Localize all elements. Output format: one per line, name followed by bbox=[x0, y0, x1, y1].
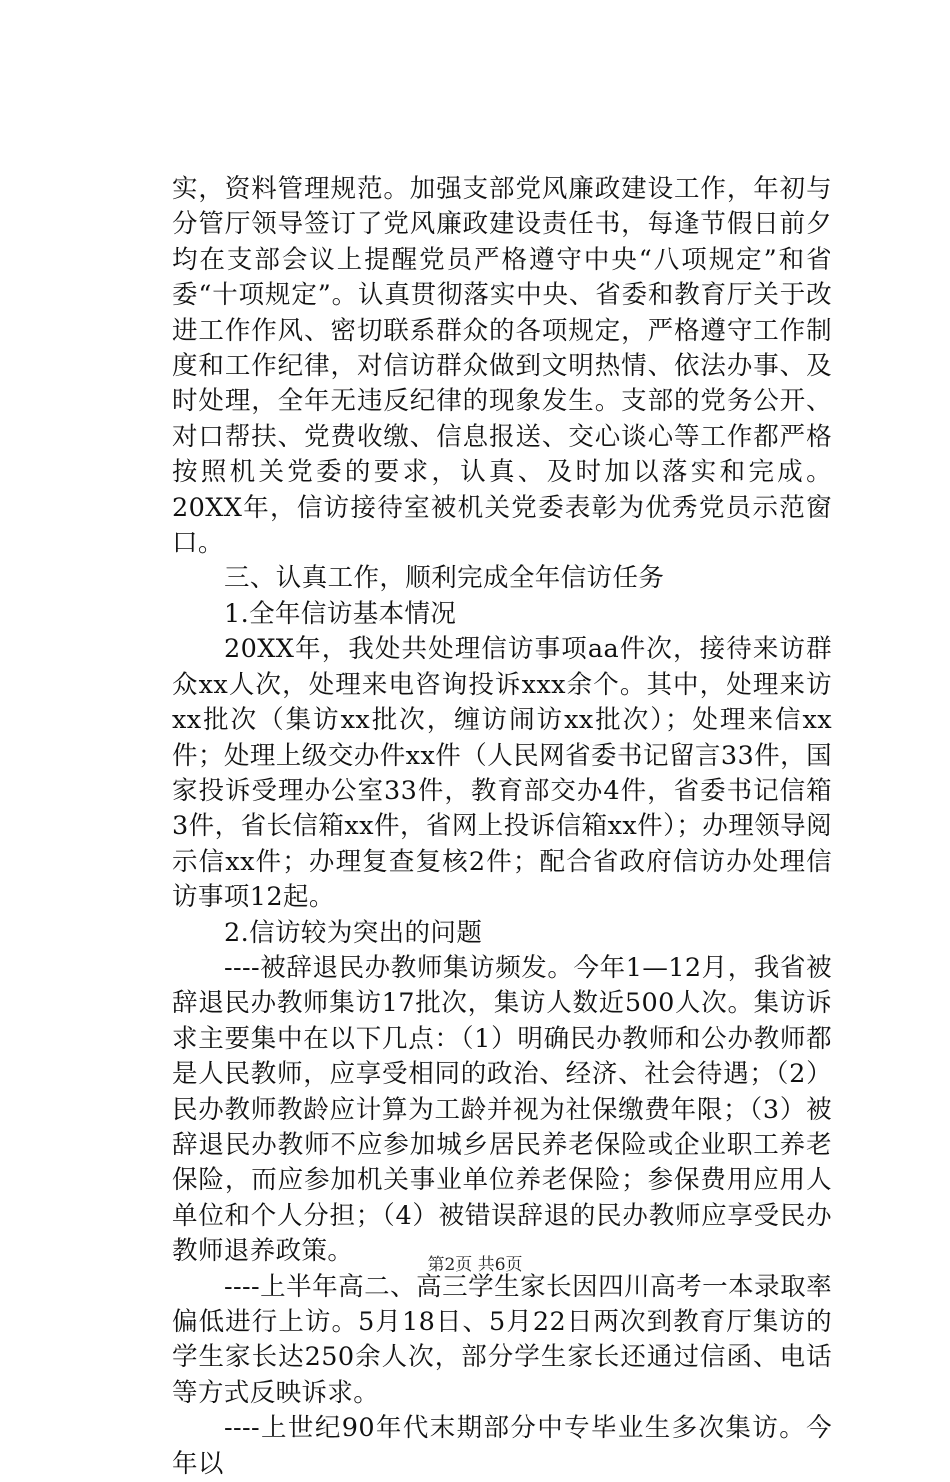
paragraph-teachers-petition: ----被辞退民办教师集访频发。今年1—12月，我省被辞退民办教师集访17批次，集访人数近500人次。集访诉求主要集中在以下几点：（1）明确民办教师和公办教师都是人民教师，应享受相同的政治、经济、社会待遇；（2）民办教师教龄应计算为工龄并视为社保缴费年限；（3）被辞退民办教师不应参加城乡居民养老保险或企业职工养老保险，而应参加机关事业单位养老保险；参保费用应用人单位和个人分担；（4）被错误辞退的民办教师应享受民办教师退养政策。 bbox=[172, 952, 832, 1267]
paragraph-1: 实，资料管理规范。加强支部党风廉政建设工作，年初与分管厅领导签订了党风廉政建设责任书，每逢节假日前夕均在支部会议上提醒党员严格遵守中央“八项规定”和省委“十项规定”。认真贯彻落实中央、省委和教育厅关于改进工作作风、密切联系群众的各项规定，严格遵守工作制度和工作纪律，对信访群众做到文明热情、依法办事、及时处理，全年无违反纪律的现象发生。支部的党务公开、对口帮扶、党费收缴、信息报送、交心谈心等工作都严格按照机关党委的要求，认真、及时加以落实和完成。20XX年，信访接待室被机关党委表彰为优秀党员示范窗口。 bbox=[172, 174, 832, 559]
section-heading-3: 三、认真工作，顺利完成全年信访任务 bbox=[224, 563, 665, 594]
paragraph-graduates-petition: ----上世纪90年代末期部分中专毕业生多次集访。今年以 bbox=[172, 1413, 832, 1479]
subheading-2: 2.信访较为突出的问题 bbox=[224, 917, 483, 948]
document-body bbox=[172, 172, 832, 1482]
subheading-1: 1.全年信访基本情况 bbox=[224, 598, 457, 629]
paragraph-basic-situation: 20XX年，我处共处理信访事项aa件次，接待来访群众xx人次，处理来电咨询投诉xxx余个。其中，处理来访xx批次（集访xx批次，缠访闹访xx批次）；处理来信xx件；处理上级交办件xx件（人民网省委书记留言33件，国家投诉受理办公室33件，教育部交办4件，省委书记信箱3件，省长信箱xx件，省网上投诉信箱xx件）；办理领导阅示信xx件；办理复查复核2件；配合省政府信访办处理信访事项12起。 bbox=[172, 634, 832, 913]
page-number: 第2页 共6页 bbox=[427, 1255, 523, 1275]
paragraph-parents-petition: ----上半年高二、高三学生家长因四川高考一本录取率偏低进行上访。5月18日、5月22日两次到教育厅集访的学生家长达250余人次，部分学生家长还通过信函、电话等方式反映诉求。 bbox=[172, 1271, 832, 1408]
